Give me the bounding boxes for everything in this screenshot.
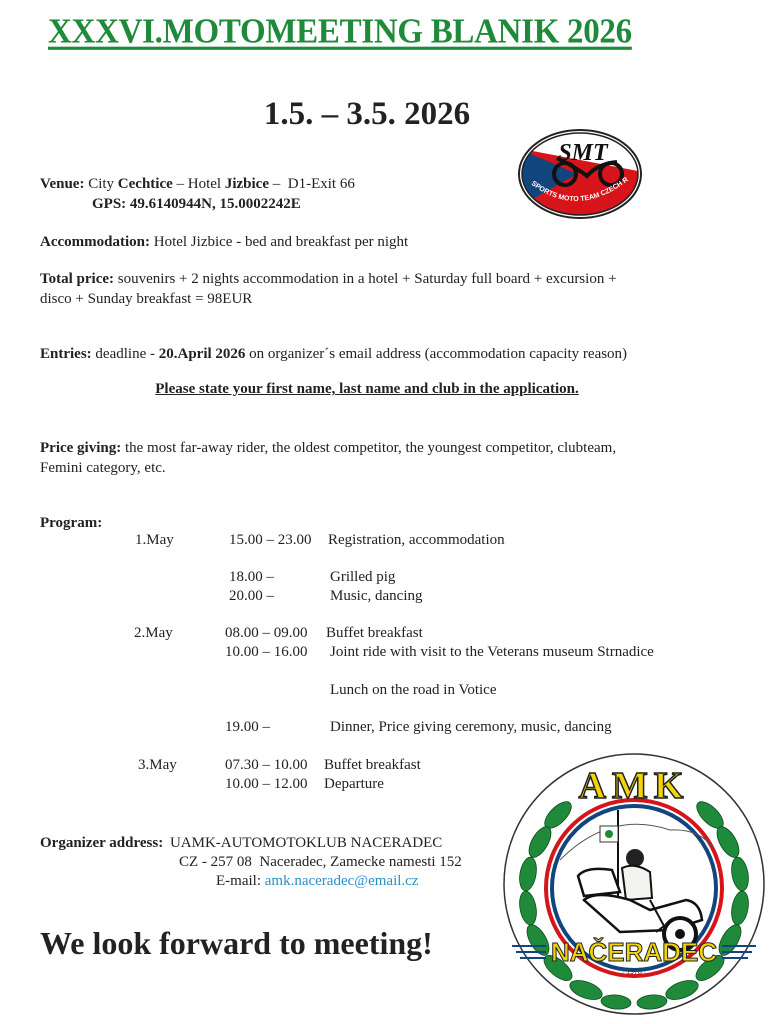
amk-logo-banner: NAČERADEC [550,937,718,967]
amk-logo-year: · 1978 · [621,969,647,976]
email-link[interactable]: amk.naceradec@email.cz [264,873,419,889]
price-giving-line1 [40,438,616,458]
program-time: 20.00 – [229,588,274,604]
venue-gps: GPS: 49.6140944N, 15.0002242E [92,196,301,212]
closing-message: We look forward to meeting! [40,925,433,961]
program-time: 10.00 – 16.00 [225,644,308,660]
price-giving-label: Price giving: [40,440,122,456]
application-note: Please state your first name, last name and club in the application. [155,381,579,397]
entries-suffix: on organizer´s email address (accommodation capacity reason) [249,346,628,362]
smt-logo [517,128,643,220]
price-giving-text1: the most far-away rider, the oldest competitor, the youngest competitor, clubteam, [124,440,617,456]
total-price-line2: disco + Sunday breakfast = 98EUR [40,291,253,307]
venue-sep: – Hotel [176,176,222,192]
smt-logo-initials: SMT [558,140,608,166]
venue-city: Cechtice [117,176,173,192]
entries-deadline: 20.April 2026 [158,346,246,362]
program-time: 19.00 – [225,719,270,735]
program-day: 2.May [134,625,173,641]
venue-line [40,174,355,194]
program-activity: Buffet breakfast [326,625,423,641]
organizer-address: CZ - 257 08 Naceradec, Zamecke namesti 152 [179,854,462,870]
program-activity: Joint ride with visit to the Veterans museum Strnadice [330,644,654,660]
organizer-email-line [216,871,418,891]
venue-label: Venue: [40,176,85,192]
accommodation-line [40,232,408,252]
organizer-label: Organizer address: [40,835,164,851]
organizer-line1 [40,833,442,853]
amk-logo-top: AMK [578,765,690,807]
program-time: 18.00 – [229,569,274,585]
entries-label: Entries: [40,346,92,362]
program-activity: Lunch on the road in Votice [330,682,497,698]
program-activity: Buffet breakfast [324,757,421,773]
price-giving-line2: Femini category, etc. [40,460,166,476]
total-price-line1 [40,269,617,289]
program-day: 1.May [135,532,174,548]
program-day: 3.May [138,757,177,773]
entries-prefix: deadline - [95,346,155,362]
venue-exit: – D1-Exit 66 [272,176,355,192]
program-activity: Departure [324,776,384,792]
event-dates: 1.5. – 3.5. 2026 [263,96,471,132]
accommodation-label: Accommodation: [40,234,150,250]
accommodation-text: Hotel Jizbice - bed and breakfast per night [153,234,409,250]
total-price-text1: souvenirs + 2 nights accommodation in a hotel + Saturday full board + excursion + [117,271,617,287]
amk-logo [500,750,768,1018]
program-activity: Music, dancing [330,588,423,604]
program-activity: Grilled pig [330,569,396,585]
program-time: 07.30 – 10.00 [225,757,308,773]
entries-line [40,344,627,364]
program-time: 15.00 – 23.00 [229,532,312,548]
program-activity: Dinner, Price giving ceremony, music, dancing [330,719,612,735]
total-price-label: Total price: [40,271,115,287]
program-time: 08.00 – 09.00 [225,625,308,641]
svg-text:SPORTS MOTO TEAM CZECH REPUBLI: SPORTS MOTO TEAM CZECH R [529,176,630,204]
venue-city-prefix: City [88,176,115,192]
program-time: 10.00 – 12.00 [225,776,308,792]
venue-hotel: Jizbice [224,176,269,192]
organizer-name: UAMK-AUTOMOTOKLUB NACERADEC [169,835,443,851]
email-label: E-mail: [216,873,261,889]
page-title: XXXVI.MOTOMEETING BLANIK 2026 [48,13,632,51]
program-label: Program: [40,515,103,531]
program-activity: Registration, accommodation [328,532,505,548]
